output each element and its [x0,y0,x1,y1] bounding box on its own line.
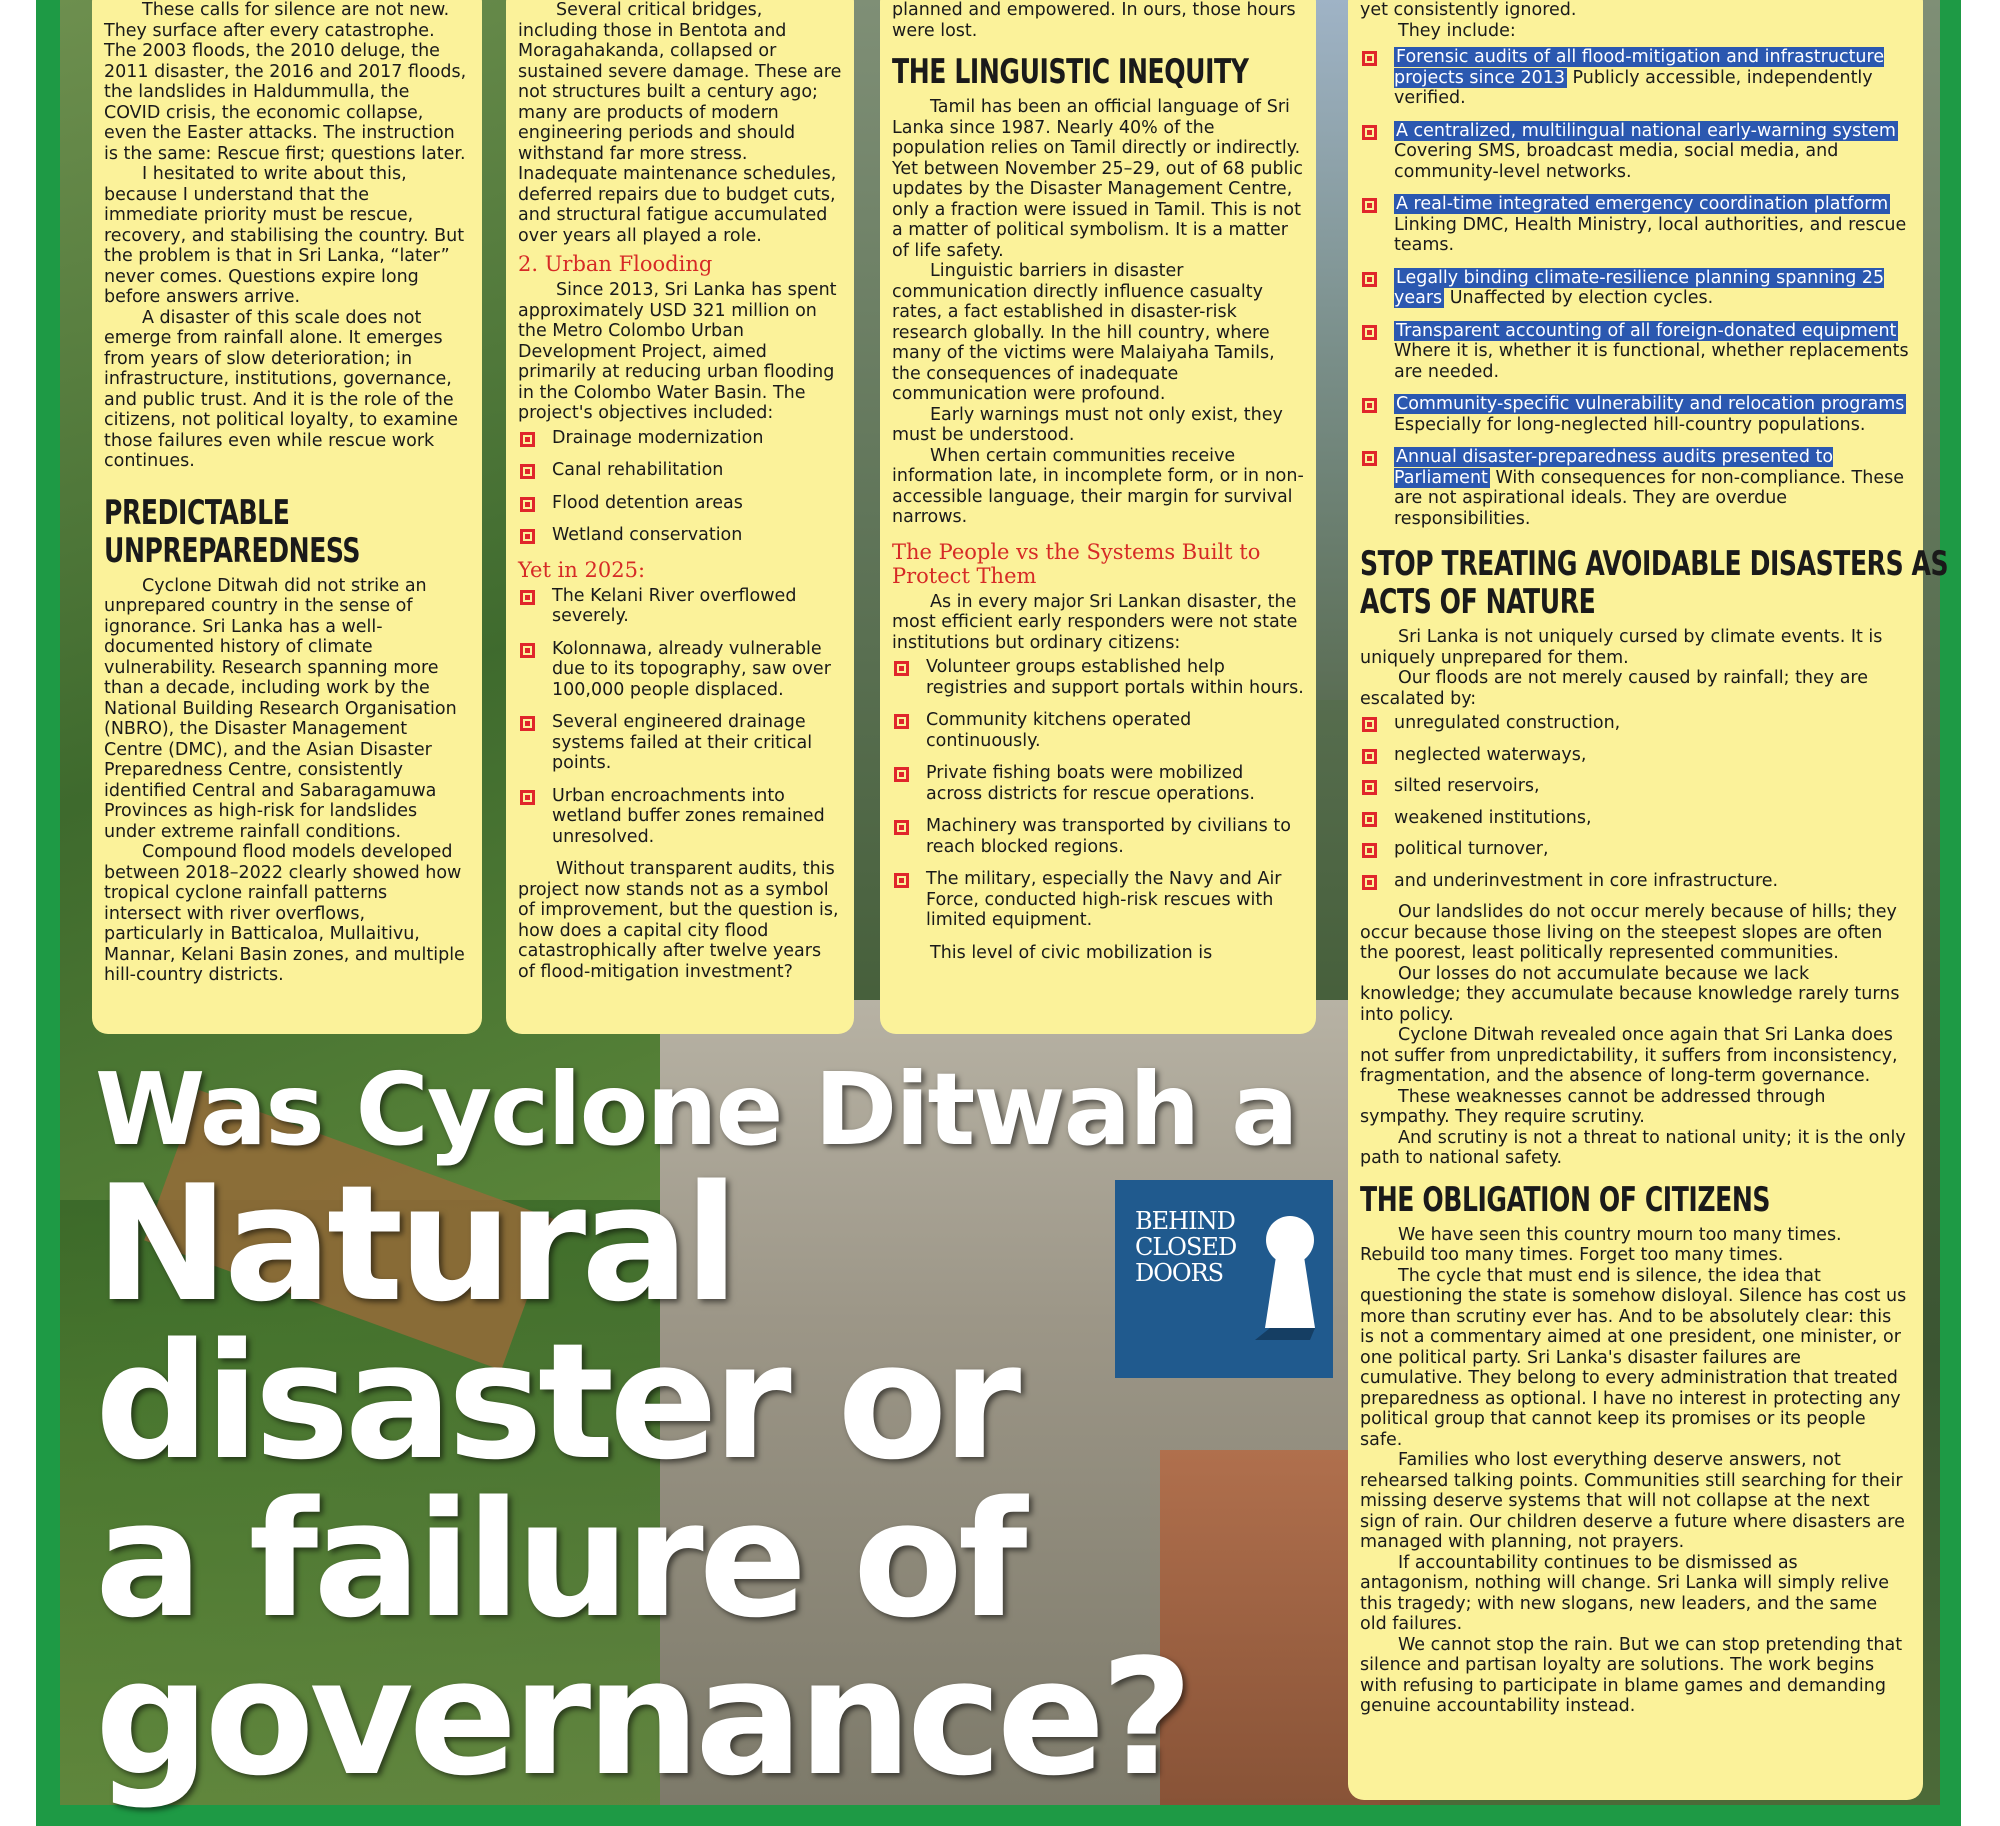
highlighted-text: Legally binding climate-resilience planning spanning 25 years [1394,267,1885,308]
headline-line-1: Was Cyclone Ditwah a [95,1051,1297,1168]
list-item: Kolonnawa, already vulnerable due to its topography, saw over 100,000 people displaced. [518,639,842,701]
item-text: With consequences for non-compliance. These are not aspirational ideals. They are overdue responsibilities. [1394,467,1904,529]
list-item: Canal rehabilitation [518,460,842,481]
article-column-3 [880,0,1316,1034]
paragraph: If accountability continues to be dismissed as antagonism, nothing will change. Sri Lanka will simply relive this tragedy; with new slogans, new leaders, and the same old failures. [1360,1552,1890,1634]
list-item: The Kelani River overflowed severely. [518,586,842,627]
logo-line: CLOSED [1135,1233,1237,1261]
paragraph: When certain communities receive information late, in incomplete form, or in non-accessible language, their margin for survival narrows. [892,445,1304,527]
list-item [1360,447,1909,529]
list-item: The military, especially the Navy and Air Force, conducted high-risk rescues with limited equipment. [892,869,1304,931]
paragraph: Tamil has been an official language of Sri Lanka since 1987. Nearly 40% of the population relies on Tamil directly or indirectly. Yet between November 25–29, out of 68 public updates by the Disaster Management Centre, only a fraction were issued in Tamil. This is not a matter of political symbolism. It is a matter of life safety. [892,97,1303,261]
paragraph: Our landslides do not occur merely because of hills; they occur because those living on the steepest slopes are often the poorest, least politically represented communities. [1360,902,1897,963]
list-item: Urban encroachments into wetland buffer zones remained unresolved. [518,786,842,848]
list-item: neglected waterways, [1360,745,1909,766]
list-item: silted reservoirs, [1360,776,1909,797]
paragraph: Compound flood models developed between 2018–2022 clearly showed how tropical cyclone rainfall patterns intersect with river overflows, particularly in Batticaloa, Mullaitivu, Mannar, Kelani Basin zones, and multiple hill-country districts. [104,842,465,985]
paragraph: Cyclone Ditwah revealed once again that Sri Lanka does not suffer from unpredictability, it suffers from inconsistency, fragmentation, and the absence of long-term governance. [1360,1025,1898,1086]
paragraph: These calls for silence are not new. They surface after every catastrophe. The 2003 floods, the 2010 deluge, the 2011 disaster, the 2016 and 2017 floods, the landslides in Haldummulla, the COVID crisis, the economic collapse, even the Easter attacks. The instruction is the same: Rescue first; questions later. [104,0,467,164]
list-item: Drainage modernization [518,428,842,449]
paragraph: This level of civic mobilization is [930,942,1213,963]
list-item: political turnover, [1360,839,1909,860]
headline-line-4: a failure of [95,1466,1023,1653]
highlighted-text: Community-specific vulnerability and relocation programs [1396,394,1905,414]
paragraph: Families who lost everything deserve answers, not rehearsed talking points. Communities still searching for their missing deserve systems that will not collapse at the next sign of rain. Our children deserve a future where disasters are managed with planning, not prayers. [1360,1450,1905,1552]
section-heading [1360,544,1949,622]
list-item: and underinvestment in core infrastructure. [1360,871,1909,892]
list-item: weakened institutions, [1360,808,1909,829]
logo-line: DOORS [1135,1259,1224,1287]
list-item [1360,121,1909,183]
bullet-list [892,657,1304,931]
article-column-1 [92,0,482,1034]
paragraph: They include: [1398,20,1516,41]
paragraph: Since 2013, Sri Lanka has spent approximately USD 321 million on the Metro Colombo Urban Development Project, aimed primarily at reducing urban flooding in the Colombo Water Basin. The project's objectives included: [518,280,837,423]
headline [95,1051,1297,1811]
paragraph: I hesitated to write about this, because I understand that the immediate priority must be rescue, recovery, and stabilising the country. But the problem is that in Sri Lanka, “later” never comes. Questions expire long before answers arrive. [104,164,465,307]
list-item: Machinery was transported by civilians to reach blocked regions. [892,816,1304,857]
paragraph: The cycle that must end is silence, the idea that questioning the state is somehow disloyal. Silence has cost us more than scrutiny ever has. And to be absolutely clear: this is not a commentary aimed at one president, one minister, or one political party. Sri Lanka's disaster failures are cumulative. They belong to every administration that treated preparedness as optional. I have no interest in protecting any political group that cannot keep its promises or its people safe. [1360,1265,1907,1450]
paragraph: Cyclone Ditwah did not strike an unprepared country in the sense of ignorance. Sri Lanka has a well-documented history of climate vulnerability. Research spanning more than a decade, including work by the National Building Research Organisation (NBRO), the Disaster Management Centre (DMC), and the Asian Disaster Preparedness Centre, consistently identified Central and Sabaragamuwa Provinces as high-risk for landslides under extreme rainfall conditions. [104,575,457,842]
article-column-4 [1348,0,1949,1800]
paragraph: We have seen this country mourn too many times. Rebuild too many times. Forget too many times. [1360,1224,1842,1265]
section-heading: THE OBLIGATION OF CITIZENS [1360,1179,1771,1220]
highlighted-text: Transparent accounting of all foreign-donated equipment [1396,320,1897,341]
heading-line: PREDICTABLE [104,492,290,533]
list-item [1360,194,1909,256]
item-text: Covering SMS, broadcast media, social media, and community-level networks. [1394,141,1839,182]
item-text: Especially for long-neglected hill-country populations. [1394,414,1866,435]
subheading: The People vs the Systems Built to Protect Them [892,539,1261,588]
list-item: Volunteer groups established help registries and support portals within hours. [892,657,1304,698]
heading-line: UNPREPAREDNESS [104,530,360,571]
list-item [1360,47,1909,109]
list-item: Private fishing boats were mobilized across districts for rescue operations. [892,763,1304,804]
logo-text [1135,1208,1236,1286]
list-item [1360,268,1909,309]
paragraph: planned and empowered. In ours, those hours were lost. [892,0,1296,41]
list-item [1360,321,1909,383]
paragraph: A disaster of this scale does not emerge from rainfall alone. It emerges from years of slow deterioration; in infrastructure, institutions, governance, and public trust. And it is the role of the citizens, not political loyalty, to examine those failures even while rescue work continues. [104,307,459,471]
paragraph: yet consistently ignored. [1360,0,1577,20]
bullet-list [1360,713,1909,891]
heading-line: ACTS OF NATURE [1360,582,1596,622]
list-item: Community kitchens operated continuously. [892,710,1304,751]
keyhole-icon [1255,1210,1325,1340]
list-item: Wetland conservation [518,525,842,546]
headline-line-3: disaster or [95,1308,1017,1495]
headline-line-5: governance? [95,1624,1189,1811]
paragraph: Without transparent audits, this project now stands not as a symbol of improvement, but the question is, how does a capital city flood catastrophically after twelve years of flood-mitigation investment? [518,859,839,982]
item-text: Linking DMC, Health Ministry, local authorities, and rescue teams. [1394,214,1907,255]
logo-line: BEHIND [1135,1207,1235,1235]
section-heading: THE LINGUISTIC INEQUITY [892,52,1249,92]
list-item: unregulated construction, [1360,713,1909,734]
behind-closed-doors-logo [1115,1180,1333,1378]
recommendation-list [1360,47,1909,529]
article-column-2 [506,0,854,1034]
highlighted-text: Forensic audits of all flood-mitigation and infrastructure projects since 2013 [1394,47,1885,88]
subheading: Yet in 2025: [518,557,646,582]
paragraph: And scrutiny is not a threat to national unity; it is the only path to national safety. [1360,1127,1906,1168]
bullet-list [518,428,842,546]
paragraph: We cannot stop the rain. But we can stop pretending that silence and partisan loyalty are solutions. The work begins with refusing to participate in blame games and demanding genuine accountability instead. [1360,1634,1903,1716]
paragraph: Our floods are not merely caused by rainfall; they are escalated by: [1360,668,1869,709]
paragraph: Early warnings must not only exist, they must be understood. [892,404,1283,445]
list-item [1360,394,1909,435]
headline-line-2: Natural [95,1150,734,1337]
highlighted-text: Annual disaster-preparedness audits presented to Parliament [1394,447,1834,488]
list-item: Flood detention areas [518,493,842,514]
item-text: Publicly accessible, independently verified. [1394,67,1873,108]
heading-line: STOP TREATING AVOIDABLE DISASTERS AS [1360,544,1949,584]
bullet-list [518,586,842,848]
paragraph: Linguistic barriers in disaster communication directly influence casualty rates, a fact established in disaster-risk research globally. In the hill country, where many of the victims were Malaiyaha Tamils, the consequences of inadequate communication were profound. [892,261,1275,404]
paragraph: As in every major Sri Lankan disaster, the most efficient early responders were not state institutions but ordinary citizens: [892,591,1298,653]
list-item: Several engineered drainage systems failed at their critical points. [518,712,842,774]
section-heading [104,494,402,570]
paragraph: These weaknesses cannot be addressed through sympathy. They require scrutiny. [1360,1086,1826,1127]
highlighted-text: A centralized, multilingual national early-warning system [1396,120,1896,141]
paragraph: Our losses do not accumulate because we lack knowledge; they accumulate because knowledge rarely turns into policy. [1360,963,1900,1025]
item-text: Unaffected by election cycles. [1444,288,1714,308]
highlighted-text: A real-time integrated emergency coordination platform [1396,194,1889,214]
paragraph: Several critical bridges, including those in Bentota and Moragahakanda, collapsed or sustained severe damage. These are not structures built a century ago; many are products of modern engineering periods and should withstand far more stress. Inadequate maintenance schedules, deferred repairs due to budget cuts, and structural fatigue accumulated over years all played a role. [518,0,842,246]
item-text: Where it is, whether it is functional, whether replacements are needed. [1394,341,1909,382]
paragraph: Sri Lanka is not uniquely cursed by climate events. It is uniquely unprepared for them. [1360,627,1883,668]
subheading: 2. Urban Flooding [518,252,713,276]
